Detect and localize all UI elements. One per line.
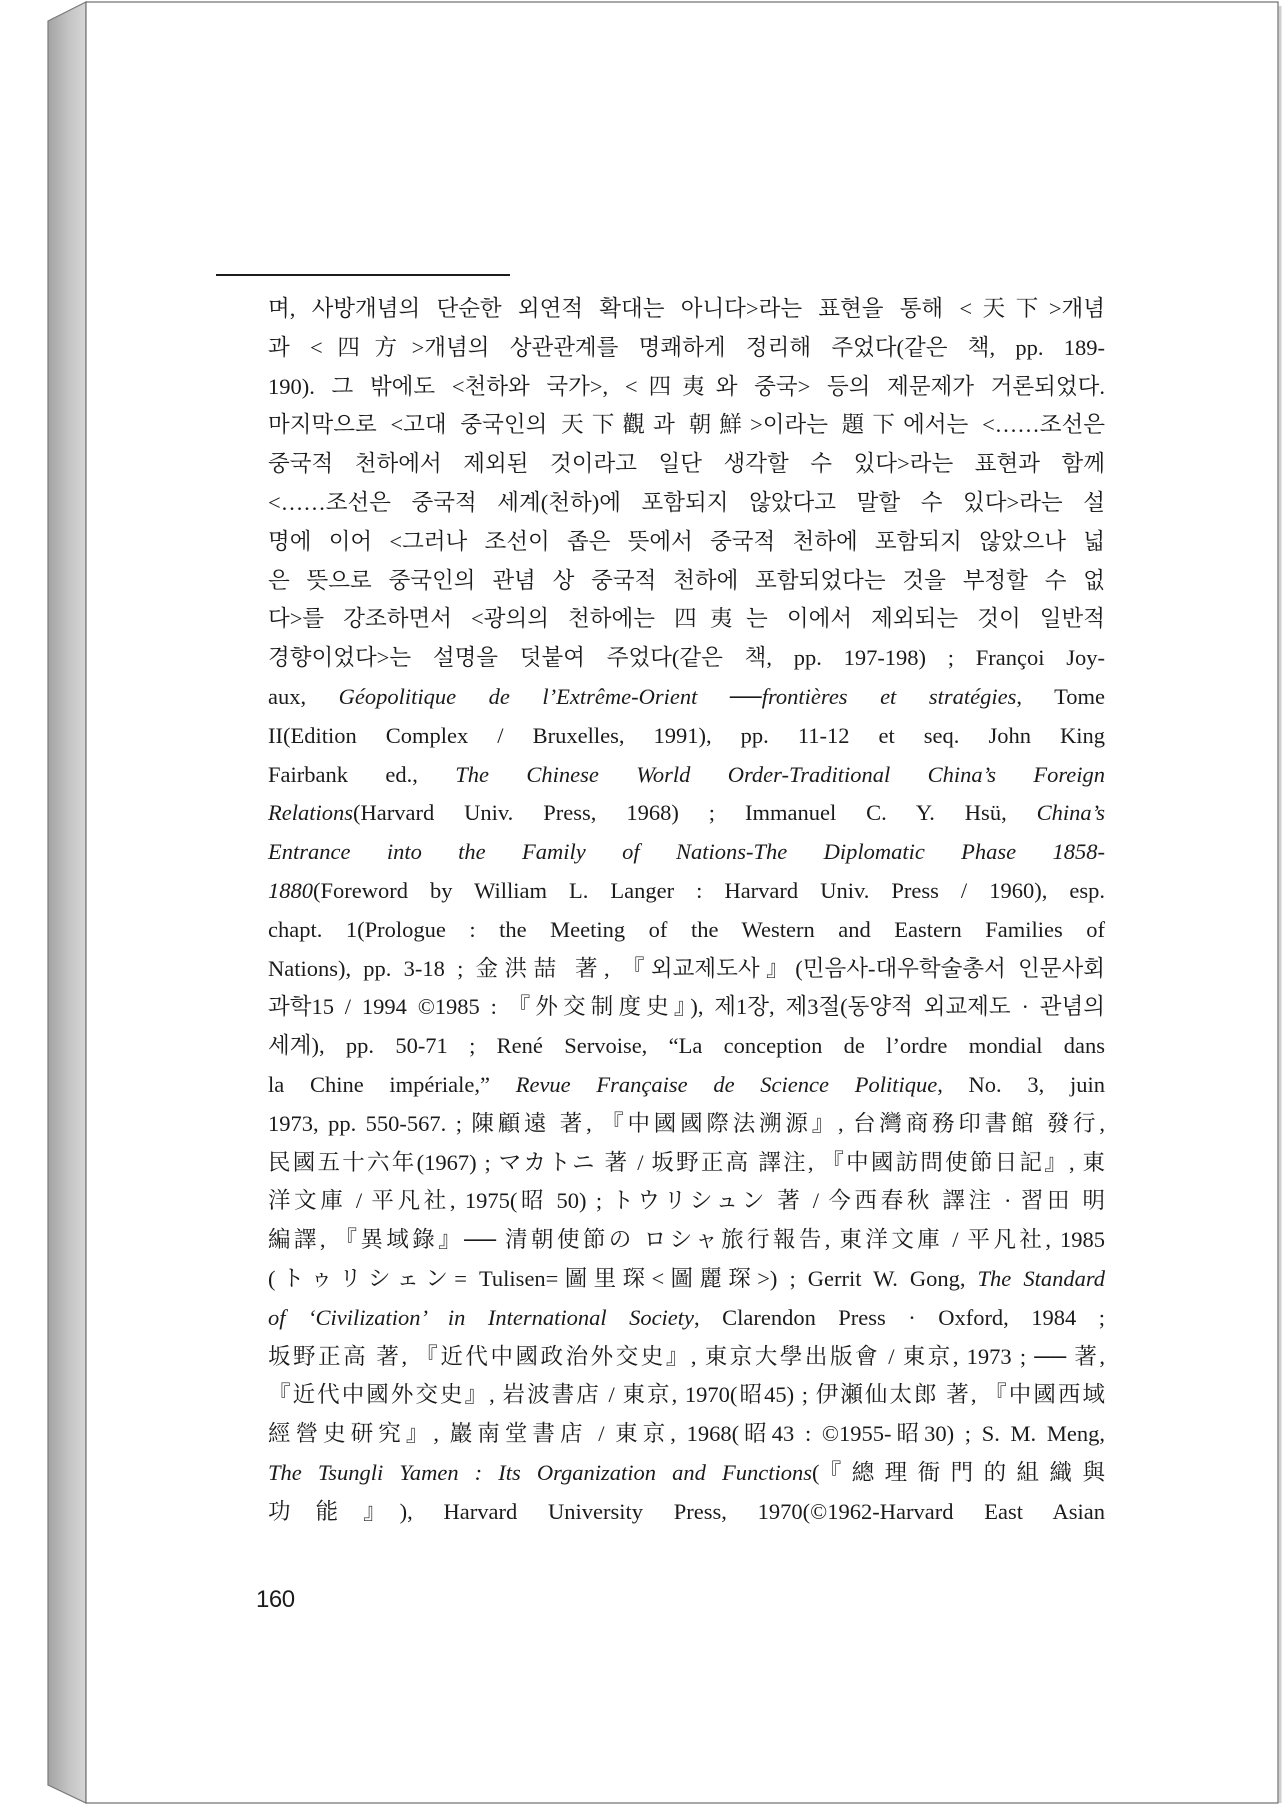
footnote-line [268, 406, 1105, 445]
footnote-text: la Chine impériale,” [268, 1071, 516, 1097]
footnote-line [268, 523, 1105, 562]
footnote-text: (Harvard Univ. Press, 1968) ; Immanuel C. Y. Hsü, [353, 800, 1037, 826]
footnote-text: chapt. 1(Prologue : the Meeting of the Western and Eastern Families of [268, 916, 1105, 942]
footnote-text: II(Edition Complex / Bruxelles, 1991), pp. 11-12 et seq. John King [268, 722, 1105, 748]
footnote-text: (トゥリシェン= Tulisen=圖里琛<圖麗琛>) ; Gerrit W. Gong, [268, 1265, 978, 1291]
footnote-text: <……조선은 중국적 세계(천하)에 포함되지 않았다고 말할 수 있다>라는 설 [268, 489, 1105, 515]
footnote-line [268, 717, 1105, 756]
footnote-line [268, 1027, 1105, 1066]
footnote-text: Fairbank ed., [268, 761, 456, 787]
footnote-line [268, 368, 1105, 407]
footnote-text: 經營史研究』, 巖南堂書店 / 東京, 1968(昭43 : ©1955-昭30) ; S. M. Meng, [268, 1421, 1105, 1447]
footnote-text: 坂野正高 著, 『近代中國政治外交史』, 東京大學出版會 / 東京, 1973 ; ── 著, [268, 1343, 1105, 1369]
footnote-line [268, 872, 1105, 911]
footnote-text: 마지막으로 <고대 중국인의 天下觀과 朝鮮>이라는 題下에서는 <……조선은 [268, 412, 1105, 438]
footnote-line [268, 290, 1105, 329]
footnote-line [268, 562, 1105, 601]
footnote-line [268, 1260, 1105, 1299]
footnote-line [268, 678, 1105, 717]
footnote-text: (Foreword by William L. Langer : Harvard Univ. Press / 1960), esp. [313, 877, 1105, 903]
footnote-text: 명에 이어 <그러나 조선이 좁은 뜻에서 중국적 천하에 포함되지 않았으나 넓 [268, 528, 1105, 554]
footnote-text: (『總理衙門的組織與 [812, 1459, 1105, 1485]
footnote-text: , Tome [1016, 683, 1105, 709]
footnote-text-italic: The Chinese World Order-Traditional China’s Foreign [455, 761, 1106, 787]
footnote-text-italic: China’s [1036, 800, 1105, 826]
footnote-text: 190). 그 밖에도 <천하와 국가>, <四夷와 중국> 등의 제문제가 거론되었다. [268, 373, 1105, 399]
footnote-line [268, 756, 1105, 795]
footnote-rule [216, 274, 510, 276]
footnote-text: 은 뜻으로 중국인의 관념 상 중국적 천하에 포함되었다는 것을 부정할 수 없 [268, 567, 1105, 593]
footnote-text: 과 <四方>개념의 상관관계를 명쾌하게 정리해 주었다(같은 책, pp. 189- [268, 334, 1105, 360]
footnote-line [268, 1376, 1105, 1415]
footnote-text: , Clarendon Press · Oxford, 1984 ; [694, 1304, 1105, 1330]
book-spine [48, 2, 86, 1803]
footnote-text-italic: Entrance into the Family of Nations-The Diplomatic Phase 1858- [268, 839, 1105, 865]
footnote-line [268, 988, 1105, 1027]
footnote-line [268, 1182, 1105, 1221]
footnote-line [268, 329, 1105, 368]
footnote-text-italic: The Standard [977, 1265, 1105, 1291]
footnote-line [268, 445, 1105, 484]
footnote-text: 編譯, 『異域錄』── 清朝使節の ロシャ旅行報告, 東洋文庫 / 平凡社, 1985 [268, 1227, 1105, 1253]
footnote-line [268, 1105, 1105, 1144]
footnote-text: 1973, pp. 550-567. ; 陳顧遠 著, 『中國國際法溯源』, 台灣商務印書館 發行, [268, 1110, 1105, 1136]
footnote-line [268, 639, 1105, 678]
footnote-text: aux, [268, 683, 339, 709]
footnote-line [268, 1415, 1105, 1454]
footnote-line [268, 600, 1105, 639]
footnote-text: 며, 사방개념의 단순한 외연적 확대는 아니다>라는 표현을 통해 <天下>개념 [268, 296, 1105, 321]
footnote-text: 세계), pp. 50-71 ; René Servoise, “La conception de l’ordre mondial dans [268, 1033, 1105, 1059]
footnote-text: 경향이었다>는 설명을 덧붙여 주었다(같은 책, pp. 197-198) ; Françoi Joy- [268, 645, 1105, 671]
footnote-line [268, 794, 1105, 833]
footnote-text: 洋文庫 / 平凡社, 1975(昭 50) ; トウリシュン 著 / 今西春秋 譯注 · 習田 明 [268, 1188, 1105, 1214]
footnote-text-italic: of ‘Civilization’ in International Society [268, 1304, 695, 1330]
footnote-text-italic: Relations [268, 800, 353, 826]
footnote-text-italic: The Tsungli Yamen : Its Organization and Functions [268, 1459, 812, 1485]
footnote-line [268, 1493, 1105, 1532]
footnote-text: 중국적 천하에서 제외된 것이라고 일단 생각할 수 있다>라는 표현과 함께 [268, 451, 1105, 477]
footnote-text: , No. 3, juin [937, 1071, 1105, 1097]
footnote-line [268, 1338, 1105, 1377]
footnote-text: 과학15 / 1994 ©1985 : 『外交制度史』), 제1장, 제3절(동양적 외교제도 · 관념의 [268, 994, 1105, 1020]
footnote-text: Nations), pp. 3-18 ; 金洪喆 著, 『외교제도사』(민음사-대우학술총서 인문사회 [268, 955, 1105, 981]
footnote-text-italic: 1880 [268, 877, 313, 903]
footnote-line [268, 1454, 1105, 1493]
footnote-line [268, 1144, 1105, 1183]
footnote-text-italic: Géopolitique de l’Extrême-Orient ──frontières et stratégies [338, 683, 1017, 709]
footnote-block [268, 290, 1105, 1532]
footnote-text: 民國五十六年(1967) ; マカトニ 著 / 坂野正高 譯注, 『中國訪問使節日記』, 東 [268, 1149, 1105, 1175]
footnote-line [268, 950, 1105, 989]
footnote-text: 功能』), Harvard University Press, 1970(©1962-Harvard East Asian [268, 1498, 1105, 1524]
footnote-text: 『近代中國外交史』, 岩波書店 / 東京, 1970(昭45) ; 伊瀬仙太郎 著, 『中國西域 [268, 1382, 1105, 1408]
footnote-line [268, 1066, 1105, 1105]
footnote-text-italic: Revue Française de Science Politique [515, 1071, 938, 1097]
footnote-line [268, 1299, 1105, 1338]
page-number: 160 [256, 1586, 295, 1613]
footnote-line [268, 833, 1105, 872]
footnote-line [268, 484, 1105, 523]
footnote-text: 다>를 강조하면서 <광의의 천하에는 四夷는 이에서 제외되는 것이 일반적 [268, 606, 1105, 632]
footnote-line [268, 1221, 1105, 1260]
footnote-line [268, 911, 1105, 950]
